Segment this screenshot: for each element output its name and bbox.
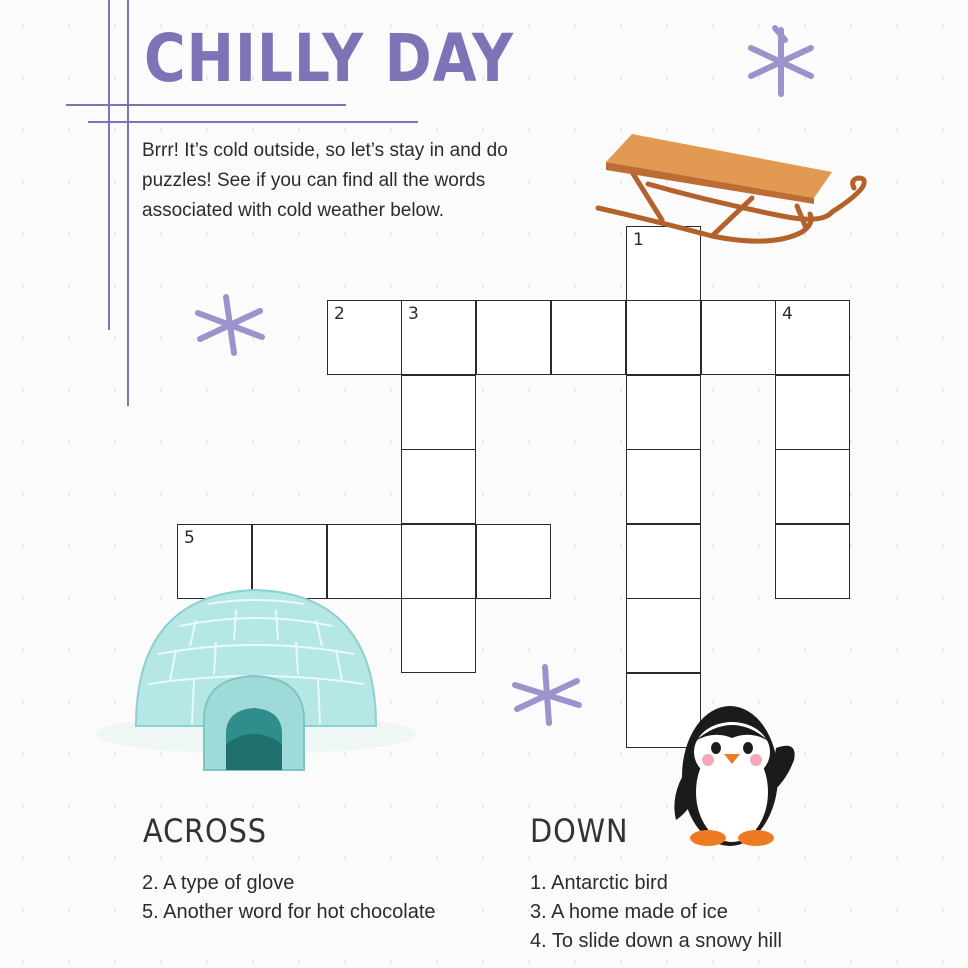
crossword-cell[interactable] <box>551 300 626 375</box>
crossword-cell[interactable] <box>775 524 850 599</box>
down-heading: DOWN <box>530 812 629 850</box>
crossword-cell[interactable] <box>327 300 402 375</box>
page-title: CHILLY DAY <box>144 20 514 97</box>
clue-number: 2 <box>334 304 345 324</box>
clue-number: 5 <box>184 528 195 548</box>
crossword-cell[interactable] <box>626 598 701 673</box>
list-item: 4. To slide down a snowy hill <box>530 930 782 952</box>
penguin-icon <box>668 700 800 850</box>
clue-number: 4 <box>782 304 793 324</box>
crossword-cell[interactable] <box>775 300 850 375</box>
crossword-cell[interactable] <box>476 524 551 599</box>
intro-text: Brrr! It’s cold outside, so let’s stay in and do puzzles! See if you can find all the words associated with cold weather below. <box>142 140 508 221</box>
igloo-icon <box>96 584 418 774</box>
crossword-cell[interactable] <box>401 375 476 450</box>
across-heading: ACROSS <box>143 812 267 850</box>
clue-number: 1 <box>633 230 644 250</box>
across-clue-list <box>142 869 436 927</box>
list-item: 2. A type of glove <box>142 872 295 894</box>
sled-icon <box>592 128 878 250</box>
crossword-cell[interactable] <box>701 300 776 375</box>
down-clue-list <box>530 869 782 956</box>
list-item: 3. A home made of ice <box>530 901 728 923</box>
clue-number: 3 <box>408 304 419 324</box>
crossword-cell[interactable] <box>401 300 476 375</box>
crossword-cell[interactable] <box>626 375 701 450</box>
crossword-cell[interactable] <box>476 300 551 375</box>
crossword-cell[interactable] <box>626 524 701 599</box>
list-item: 5. Another word for hot chocolate <box>142 901 436 923</box>
crossword-cell[interactable] <box>626 300 701 375</box>
crossword-cell[interactable] <box>626 449 701 524</box>
list-item: 1. Antarctic bird <box>530 872 668 894</box>
crossword-cell[interactable] <box>775 449 850 524</box>
crossword-cell[interactable] <box>401 449 476 524</box>
crossword-cell[interactable] <box>775 375 850 450</box>
